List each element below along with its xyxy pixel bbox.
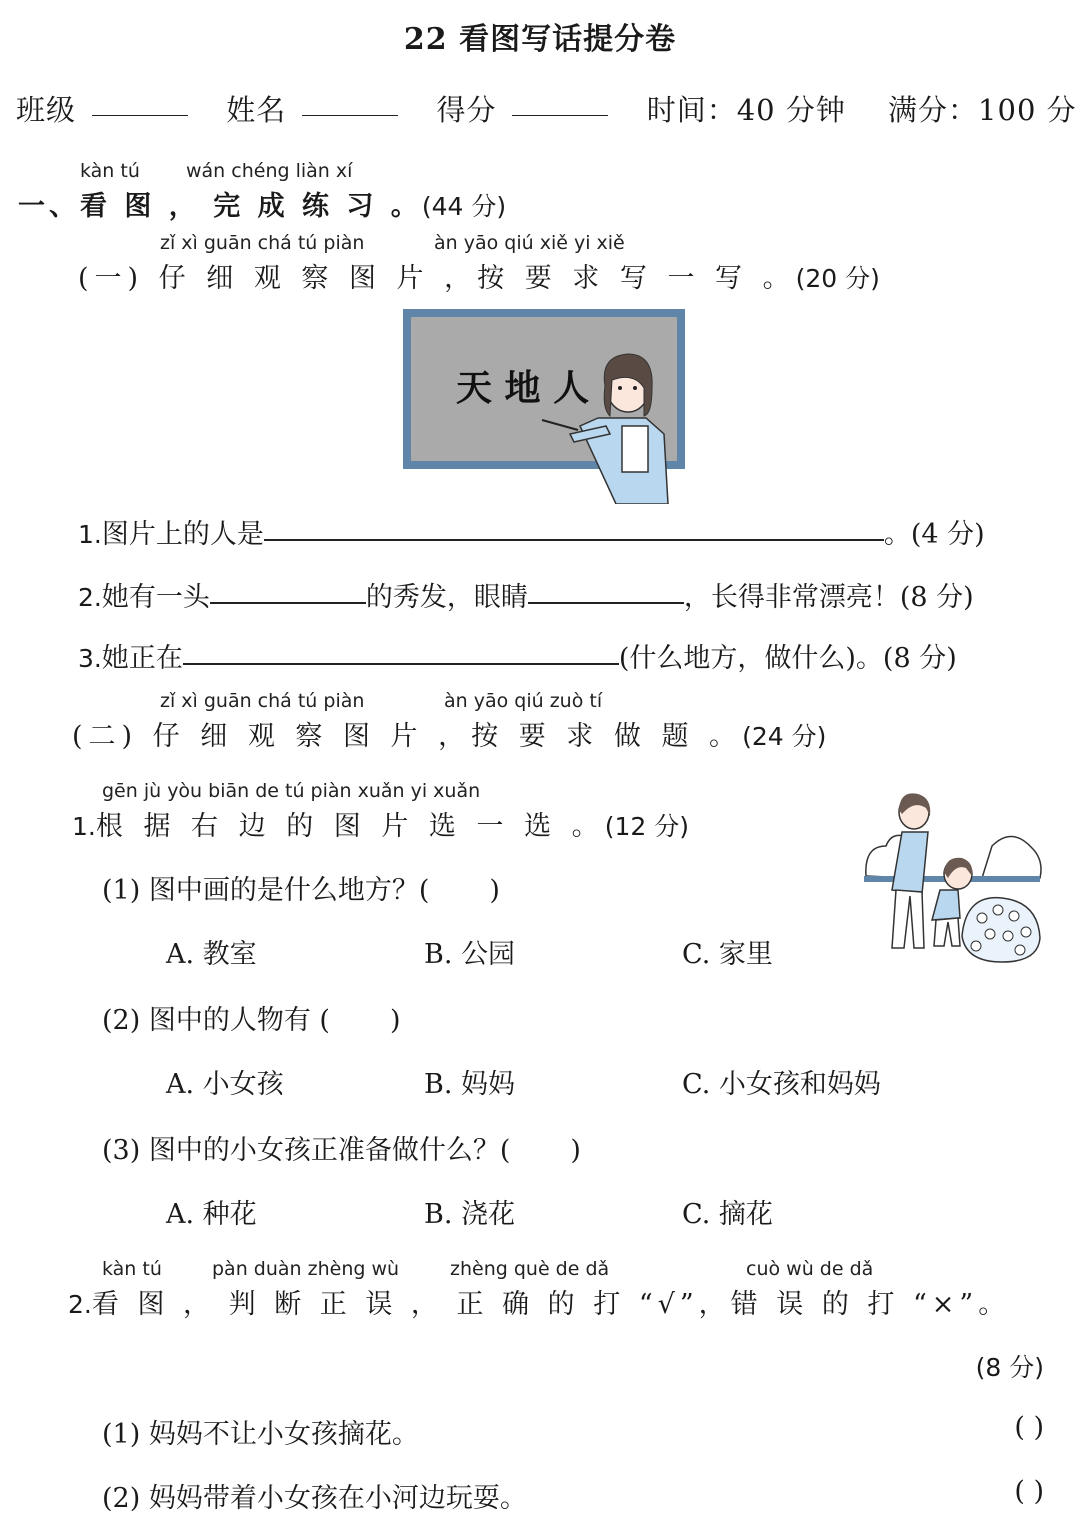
blackboard-text: 天 地 人 (456, 367, 590, 409)
judge-answer-2[interactable]: ( ) (1014, 1476, 1044, 1507)
choice-stem-3: (3) 图中的小女孩正准备做什么？( ) (102, 1135, 581, 1166)
section1-heading: 一、看 图 ， 完 成 练 习 。(44 分) (18, 191, 507, 222)
choice-1-option-a[interactable]: A. 教室 (166, 939, 257, 970)
choice-stem-2: (2) 图中的人物有 ( ) (102, 1005, 401, 1036)
choice-2-option-a[interactable]: A. 小女孩 (166, 1069, 284, 1100)
name-field: 姓名 (226, 93, 412, 127)
time-text: 时间：40 分钟 (646, 93, 846, 127)
part2-heading: (二) 仔 细 观 察 图 片 ，按 要 求 做 题 。(24 分) (72, 721, 827, 752)
part2-q2-score: (8 分) (975, 1353, 1044, 1382)
choice-2-option-c[interactable]: C. 小女孩和妈妈 (682, 1069, 881, 1100)
answer-blank-3[interactable] (183, 663, 619, 665)
class-field: 班级 (16, 93, 202, 127)
mother-figure (892, 793, 930, 948)
bush-right (982, 836, 1041, 878)
choice-1-option-c[interactable]: C. 家里 (682, 939, 773, 970)
part1-heading: (一) 仔 细 观 察 图 片 ，按 要 求 写 一 写 。(20 分) (78, 263, 880, 294)
part1-question-1: 1.图片上的人是 。(4 分) (78, 519, 985, 550)
choice-3-option-c[interactable]: C. 摘花 (682, 1199, 773, 1230)
judge-item-1: (1) 妈妈不让小女孩摘花。 (102, 1419, 419, 1450)
part2-q2-heading: 2.看 图 ， 判 断 正 误 ， 正 确 的 打 “√”，错 误 的 打 “×”。 (68, 1289, 1011, 1320)
judge-item-2: (2) 妈妈带着小女孩在小河边玩耍。 (102, 1483, 527, 1514)
name-blank[interactable] (302, 115, 398, 116)
full-score-text: 满分：100 分 (888, 93, 1077, 127)
part2-q1-heading: 1.根 据 右 边 的 图 片 选 一 选 。(12 分) (72, 811, 689, 842)
choice-3-option-a[interactable]: A. 种花 (166, 1199, 257, 1230)
judge-answer-1[interactable]: ( ) (1014, 1412, 1044, 1443)
score-blank[interactable] (512, 115, 608, 116)
part1-question-2: 2.她有一头 的秀发，眼睛 ，长得非常漂亮！(8 分) (78, 582, 974, 613)
park-illustration (862, 786, 1044, 968)
score-field: 得分 (436, 93, 622, 127)
blackboard-illustration (402, 308, 692, 504)
answer-blank-1[interactable] (264, 539, 884, 541)
part1-question-3: 3.她正在 (什么地方，做什么)。(8 分) (78, 643, 957, 674)
page-title: 22 看图写话提分卷 (403, 22, 677, 57)
choice-1-option-b[interactable]: B. 公园 (424, 939, 516, 970)
answer-blank-2b[interactable] (528, 602, 684, 604)
answer-blank-2a[interactable] (210, 602, 366, 604)
choice-2-option-b[interactable]: B. 妈妈 (424, 1069, 516, 1100)
flower-bed (962, 898, 1040, 962)
choice-3-option-b[interactable]: B. 浇花 (424, 1199, 516, 1230)
info-line (16, 88, 1080, 129)
choice-stem-1: (1) 图中画的是什么地方？( ) (102, 875, 500, 906)
class-blank[interactable] (92, 115, 188, 116)
